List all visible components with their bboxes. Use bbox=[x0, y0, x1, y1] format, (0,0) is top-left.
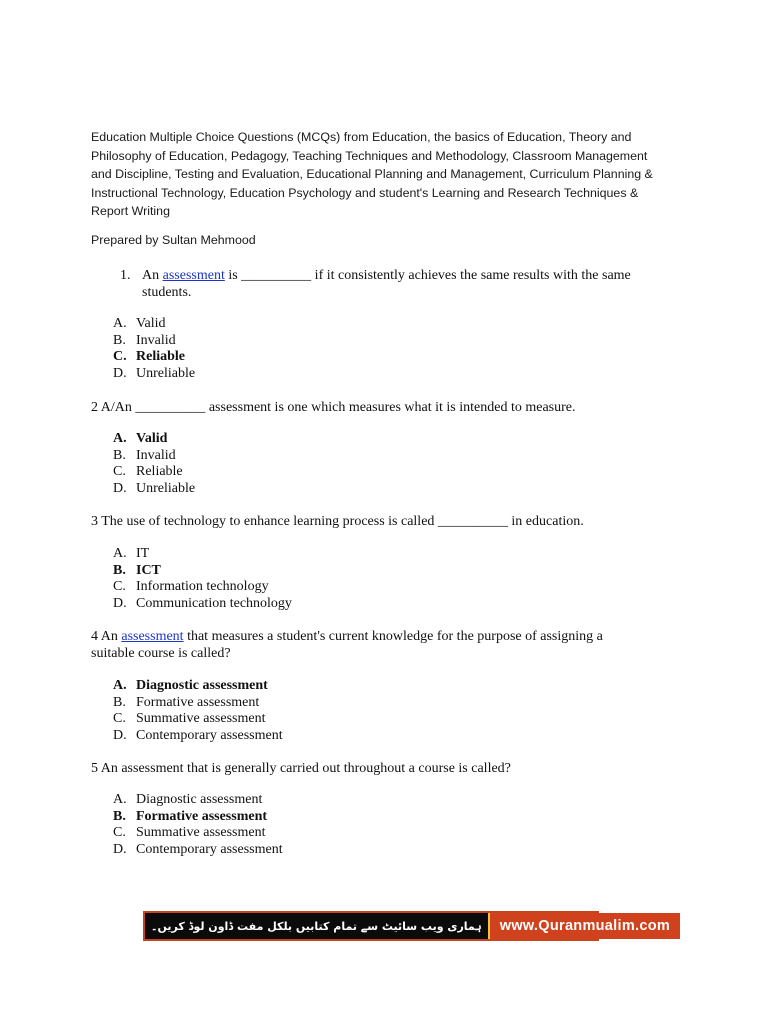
intro-paragraph: Education Multiple Choice Questions (MCQs) from Education, the basics of Education, Theory and Philosophy of Education, Pedagogy, Teaching Techniques and Methodology, Classroom Management and Discipline, Testing and Evaluation, Educational Planning and Management, Curriculum Planning & Instructional Technology, Education Psychology and student's Learning and Research Techniques & Report Writing bbox=[91, 130, 653, 219]
option-b: B. Invalid bbox=[113, 332, 176, 348]
banner-urdu-text: ہماری ویب سائیٹ سے تمام کتابیں بلکل مفت ڈاون لوڈ کریں۔ bbox=[151, 919, 482, 933]
option-a: A. IT bbox=[113, 546, 150, 561]
option-a-correct: A. Diagnostic assessment bbox=[113, 678, 268, 693]
option-d: D. Unreliable bbox=[113, 480, 196, 496]
question-2 bbox=[91, 399, 575, 416]
options-list-3 bbox=[113, 546, 292, 612]
option-b: B. Formative assessment bbox=[113, 694, 260, 710]
question-text-start: An bbox=[142, 268, 163, 283]
option-b-correct: B. Formative assessment bbox=[113, 808, 268, 824]
question-number: 2 bbox=[91, 400, 98, 415]
option-d: D. Unreliable bbox=[113, 365, 196, 381]
option-a: A. Diagnostic assessment bbox=[113, 792, 263, 807]
banner-url-link[interactable]: www.Quranmualim.com bbox=[488, 913, 680, 939]
option-b: B. Invalid bbox=[113, 447, 176, 463]
options-list-5 bbox=[113, 792, 283, 858]
question-1 bbox=[120, 267, 631, 301]
question-text-end: is __________ if it consistently achieves the same results with the same bbox=[224, 268, 631, 283]
question-number: 4 bbox=[91, 629, 98, 644]
website-banner[interactable] bbox=[143, 911, 671, 941]
options-list-2 bbox=[113, 431, 195, 497]
question-4 bbox=[91, 628, 603, 662]
question-number: 1. bbox=[120, 268, 131, 283]
option-c-correct: C. Reliable bbox=[113, 349, 185, 364]
options-list-1 bbox=[113, 316, 195, 382]
question-text-end: that measures a student's current knowledge for the purpose of assigning a bbox=[183, 629, 603, 644]
assessment-link[interactable]: assessment bbox=[162, 268, 225, 283]
option-c: C. Information technology bbox=[113, 579, 269, 594]
question-text: The use of technology to enhance learning process is called __________ in education. bbox=[101, 514, 584, 529]
option-d: D. Contemporary assessment bbox=[113, 727, 283, 743]
assessment-link[interactable]: assessment bbox=[121, 629, 184, 644]
option-b-correct: B. ICT bbox=[113, 562, 161, 578]
question-number: 5 bbox=[91, 761, 98, 776]
option-d: D. Contemporary assessment bbox=[113, 841, 283, 857]
option-c: C. Summative assessment bbox=[113, 711, 266, 726]
prepared-by: Prepared by Sultan Mehmood bbox=[91, 233, 256, 247]
question-3 bbox=[91, 513, 584, 530]
question-text-line2: students. bbox=[142, 285, 192, 300]
option-d: D. Communication technology bbox=[113, 595, 292, 611]
options-list-4 bbox=[113, 678, 283, 744]
question-text: A/An __________ assessment is one which measures what it is intended to measure. bbox=[100, 400, 576, 415]
question-5 bbox=[91, 760, 511, 777]
question-text: An assessment that is generally carried out throughout a course is called? bbox=[100, 761, 511, 776]
option-c: C. Reliable bbox=[113, 464, 183, 479]
question-number: 3 bbox=[91, 514, 98, 529]
question-text-start: An bbox=[100, 629, 122, 644]
option-c: C. Summative assessment bbox=[113, 825, 266, 840]
option-a: A. Valid bbox=[113, 316, 166, 331]
option-a-correct: A. Valid bbox=[113, 431, 168, 446]
question-text-line2: suitable course is called? bbox=[91, 646, 231, 661]
